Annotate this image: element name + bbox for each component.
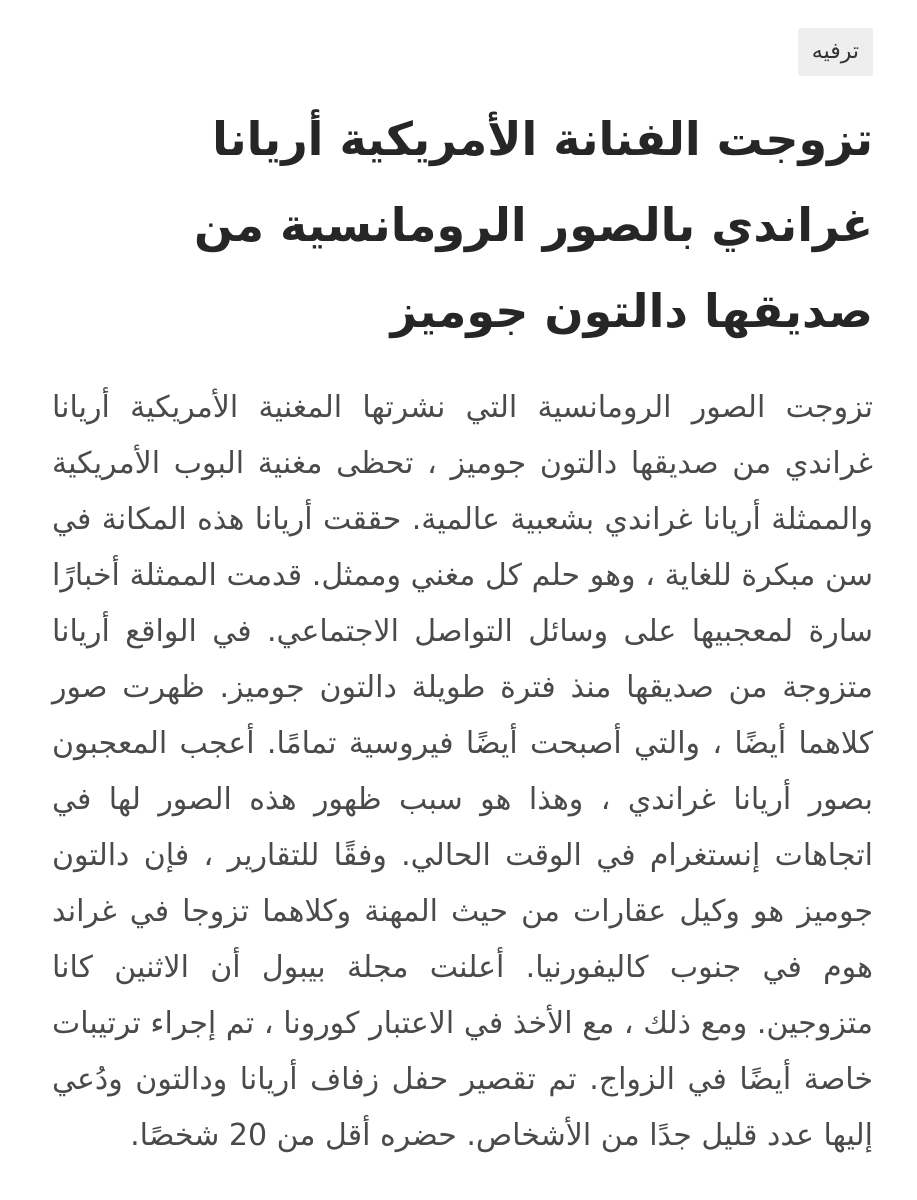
article-paragraph: تزوجت الصور الرومانسية التي نشرتها المغنية الأمريكية أريانا غراندي من صديقها دالتون جوميز ، تحظى مغنية البوب الأمريكية والممثلة أريانا غراندي بشعبية عالمية. حققت أريانا هذه المكانة في سن مبكرة للغاية ، وهو حلم كل مغني وممثل. قدمت الممثلة أخبارًا سارة لمعجبيها على وسائل التواصل الاجتماعي. في الواقع أريانا متزوجة من صديقها منذ فترة طويلة دالتون جوميز. ظهرت صور كلاهما أيضًا ، والتي أصبحت أيضًا فيروسية تمامًا. أعجب المعجبون بصور أريانا غراندي ، وهذا هو سبب ظهور هذه الصور لها في اتجاهات إنستغرام في الوقت الحالي. وفقًا للتقارير ، فإن دالتون جوميز هو وكيل عقارات من حيث المهنة وكلاهما تزوجا في غراند هوم في جنوب كاليفورنيا. أعلنت مجلة بيبول أن الاثنين كانا متزوجين. ومع ذلك ، مع الأخذ في الاعتبار كورونا ، تم إجراء ترتيبات خاصة أيضًا في الزواج. تم تقصير حفل زفاف أريانا ودالتون ودُعي إليها عدد قليل جدًا من الأشخاص. حضره أقل من 20 شخصًا. <box>52 390 873 1153</box>
article-body <box>52 380 873 1164</box>
category-badge[interactable]: ترفيه <box>798 28 873 76</box>
article-headline: تزوجت الفنانة الأمريكية أريانا غراندي بالصور الرومانسية من صديقها دالتون جوميز <box>194 112 873 338</box>
article-header <box>52 28 873 76</box>
